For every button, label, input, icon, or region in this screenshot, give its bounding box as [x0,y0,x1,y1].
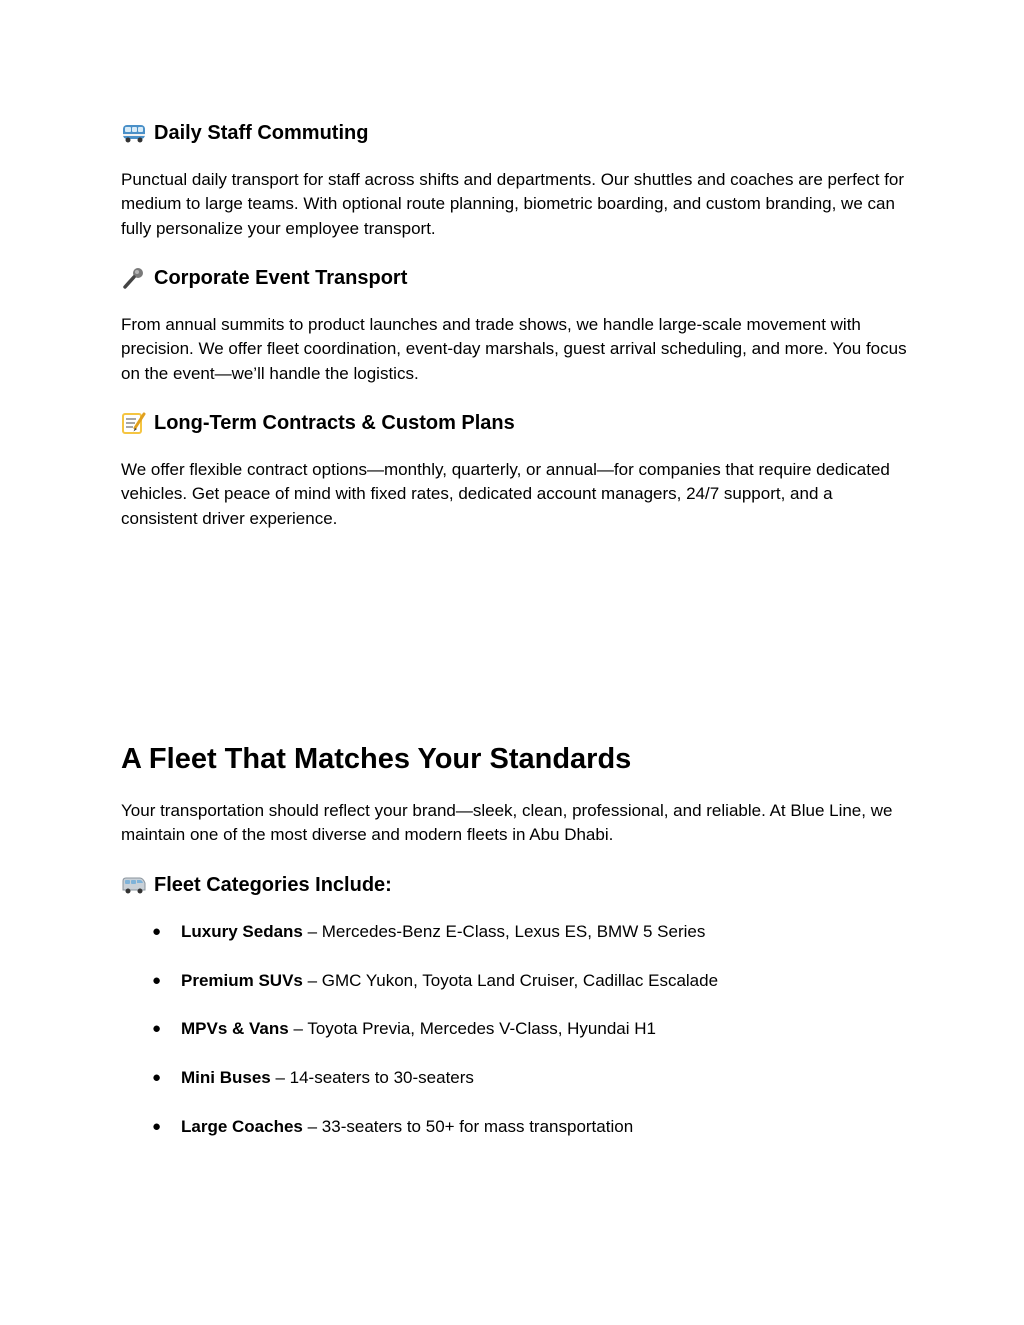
section-heading-text: Long-Term Contracts & Custom Plans [154,412,515,434]
section-heading-daily-staff-commuting [121,121,368,145]
fleet-category-name: Premium SUVs [181,970,303,990]
fleet-intro: Your transportation should reflect your brand—sleek, clean, professional, and reliable. At Blue Line, we maintain one of the most diverse and modern fleets in Abu Dhabi. [121,801,893,845]
list-item [121,918,718,967]
fleet-category-detail: – GMC Yukon, Toyota Land Cruiser, Cadillac Escalade [302,970,719,990]
fleet-category-name: Luxury Sedans [181,922,303,941]
section-heading-long-term-contracts [121,411,515,435]
fleet-categories-heading [121,873,392,897]
section-heading-text: Corporate Event Transport [154,267,408,289]
section-body: We offer flexible contract options—monthly, quarterly, or annual—for companies that require dedicated vehicles. Get peace of mind with fixed rates, dedicated account managers, 24/7 support, and a consistent driver experience. [121,460,890,528]
fleet-categories-list [121,918,718,1161]
bullet-dot: ● [152,1020,162,1038]
microphone-icon [121,267,147,289]
fleet-category-detail: – Mercedes-Benz E-Class, Lexus ES, BMW 5 Series [302,922,706,941]
fleet-category-detail: – 14-seaters to 30-seaters [270,1068,474,1088]
fleet-category-name: MPVs & Vans [181,1019,289,1039]
fleet-category-detail: – 33-seaters to 50+ for mass transportation [302,1116,634,1136]
fleet-category-detail: – Toyota Previa, Mercedes V-Class, Hyundai H1 [288,1019,656,1039]
list-item [121,1015,718,1064]
fleet-title: A Fleet That Matches Your Standards [121,743,632,775]
fleet-category-name: Large Coaches [181,1116,303,1136]
bullet-dot: ● [152,923,162,940]
list-item [121,967,718,1016]
bus-icon [121,122,147,144]
memo-icon [121,412,147,434]
section-body: From annual summits to product launches and trade shows, we handle large-scale movement with precision. We offer fleet coordination, event-day marshals, guest arrival scheduling, and more. You focus on the event—we’ll handle the logistics. [121,315,907,383]
list-item [121,1113,718,1162]
section-heading-text: Daily Staff Commuting [154,122,369,144]
section-heading-corporate-event-transport [121,266,407,290]
section-body: Punctual daily transport for staff across shifts and departments. Our shuttles and coaches are perfect for medium to large teams. With optional route planning, biometric boarding, and custom branding, we can fully personalize your employee transport. [121,170,905,238]
bullet-dot: ● [152,1117,162,1135]
minibus-icon [121,874,147,896]
bullet-dot: ● [152,971,162,989]
bullet-dot: ● [152,1069,162,1087]
list-item [121,1064,718,1113]
fleet-categories-heading-text: Fleet Categories Include: [154,874,392,896]
fleet-category-name: Mini Buses [181,1068,271,1088]
